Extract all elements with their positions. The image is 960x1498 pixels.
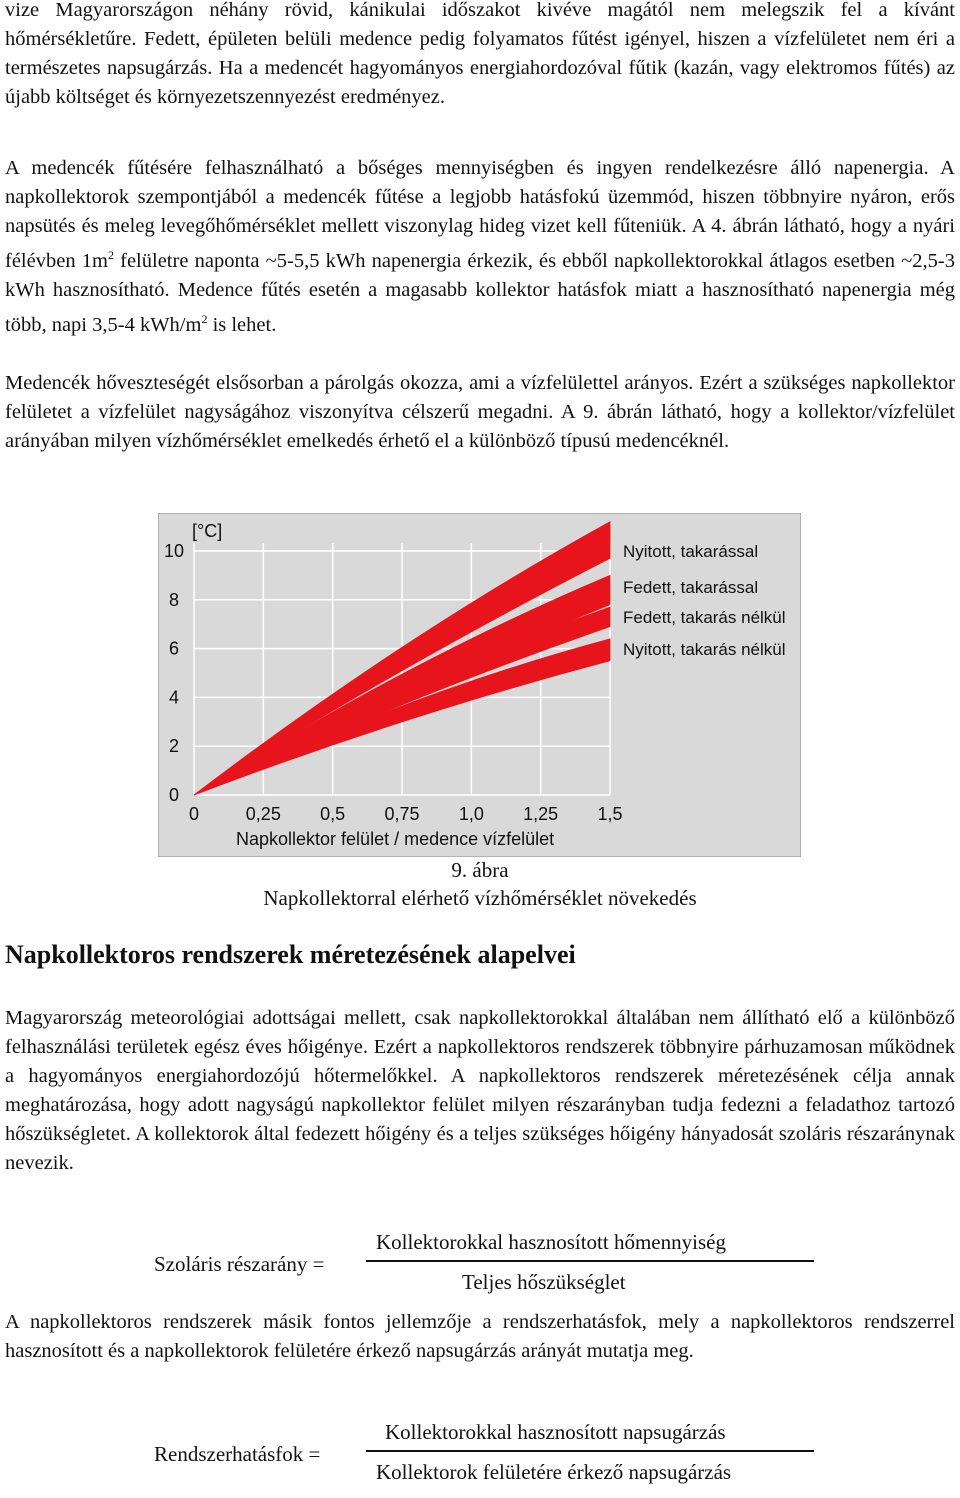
figure-9-chart bbox=[158, 513, 801, 857]
formula-denominator: Kollektorok felületére érkező napsugárzás bbox=[376, 1460, 732, 1484]
x-axis-label: Napkollektor felület / medence vízfelület bbox=[236, 829, 555, 849]
figure-caption: Napkollektorral elérhető vízhőmérséklet növekedés bbox=[263, 886, 697, 910]
x-tick-label: 1,5 bbox=[597, 804, 623, 824]
fraction-bar bbox=[366, 1450, 814, 1452]
section-heading: Napkollektoros rendszerek méretezésének alapelvei bbox=[5, 940, 576, 969]
x-tick-label: 1,25 bbox=[523, 804, 559, 824]
x-tick-label: 0 bbox=[188, 804, 200, 824]
formula-lhs: Szoláris részarány = bbox=[154, 1252, 325, 1276]
y-tick-label: 10 bbox=[163, 541, 185, 561]
system-efficiency-paragraph: A napkollektoros rendszerek másik fontos jellemzője a rendszerhatásfok, mely a napkollektoros rendszerrel hasznosított és a napkollektorok felületére érkező napsugárzás arányát mutatja meg. bbox=[5, 1311, 955, 1362]
y-tick-label: 0 bbox=[168, 785, 180, 805]
formula-numerator: Kollektorokkal hasznosított hőmennyiség bbox=[376, 1230, 726, 1254]
y-tick-label: 8 bbox=[168, 589, 180, 610]
x-tick-label: 0,5 bbox=[320, 804, 346, 824]
legend-label: Fedett, takarás nélkül bbox=[623, 608, 786, 627]
y-tick-label: 6 bbox=[168, 638, 180, 659]
temperature-rise-chart bbox=[158, 513, 801, 857]
x-tick-label: 1,0 bbox=[458, 804, 484, 824]
intro-paragraph: vize Magyarországon néhány rövid, kánikulai időszakot kivéve magától nem melegszik fel a kívánt hőmérsékletűre. Fedett, épületen belüli medence pedig folyamatos fűtést igényel, hiszen a vízfelületet nem éri a természetes napsugárzás. Ha a medencét hagyományos energiahordozóval fűtik (kazán, vagy elektromos fűtés) az újabb költséget és környezetszennyezést eredményez. bbox=[5, 0, 955, 108]
solar-heating-paragraph: A medencék fűtésére felhasználható a bőséges mennyiségben és ingyen rendelkezésre álló napenergia. A napkollektorok szempontjából a medencék fűtése a legjobb hatásfokú üzemmód, hiszen többnyire nyáron, erős napsütés és meleg levegőhőmérséklet mellett viszonylag hideg vizet kell fűteniük. A 4. ábrán látható, hogy a nyári félévben $1m^2$ felületre naponta ~5-5,5 kWh napenergia érkezik, és ebből napkollektorokkal átlagos esetben ~2,5-3 kWh hasznosítható. Medence fűtés esetén a magasabb kollektor hatásfok miatt a hasznosítható napenergia még több, napi 3,5-4 kWh/$m^2$ is lehet. bbox=[5, 157, 956, 336]
system-efficiency-formula bbox=[0, 1418, 960, 1498]
heat-loss-paragraph: Medencék hőveszteségét elsősorban a párolgás okozza, ami a vízfelülettel arányos. Ezért a szükséges napkollektor felületet a vízfelület nagyságához viszonyítva célszerű megadni. A 9. ábrán látható, hogy a kollektor/vízfelület arányában milyen vízhőmérséklet emelkedés érhető el a különböző típusú medencéknél. bbox=[5, 372, 955, 452]
x-tick-label: 0,25 bbox=[245, 804, 281, 824]
x-tick-label: 0,75 bbox=[384, 804, 420, 824]
y-axis-unit-label: [°C] bbox=[192, 521, 223, 541]
formula-denominator: Teljes hőszükséglet bbox=[462, 1270, 626, 1294]
sizing-paragraph: Magyarország meteorológiai adottságai mellett, csak napkollektorokkal általában nem állítható elő a különböző felhasználási területek egész éves hőigénye. Ezért a napkollektoros rendszerek többnyire párhuzamosan működnek a hagyományos energiahordozójú hőtermelőkkel. A napkollektoros rendszerek méretezésének célja annak meghatározása, hogy adott nagyságú napkollektor felület milyen részarányban tudja fedezni a feladathoz tartozó hőszükségletet. A kollektorok által fedezett hőigény és a teljes szükséges hőigény hányadosát szoláris részaránynak nevezik. bbox=[5, 1007, 955, 1174]
formula-numerator: Kollektorokkal hasznosított napsugárzás bbox=[385, 1420, 726, 1444]
legend-label: Nyitott, takarással bbox=[623, 542, 759, 561]
solar-fraction-formula bbox=[0, 1228, 960, 1308]
legend-label: Nyitott, takarás nélkül bbox=[623, 640, 786, 659]
y-tick-label: 2 bbox=[168, 736, 180, 757]
y-tick-label: 4 bbox=[168, 687, 180, 708]
legend-label: Fedett, takarással bbox=[623, 578, 759, 597]
fraction-bar bbox=[366, 1260, 814, 1262]
figure-number: 9. ábra bbox=[451, 858, 509, 882]
formula-lhs: Rendszerhatásfok = bbox=[154, 1442, 321, 1466]
